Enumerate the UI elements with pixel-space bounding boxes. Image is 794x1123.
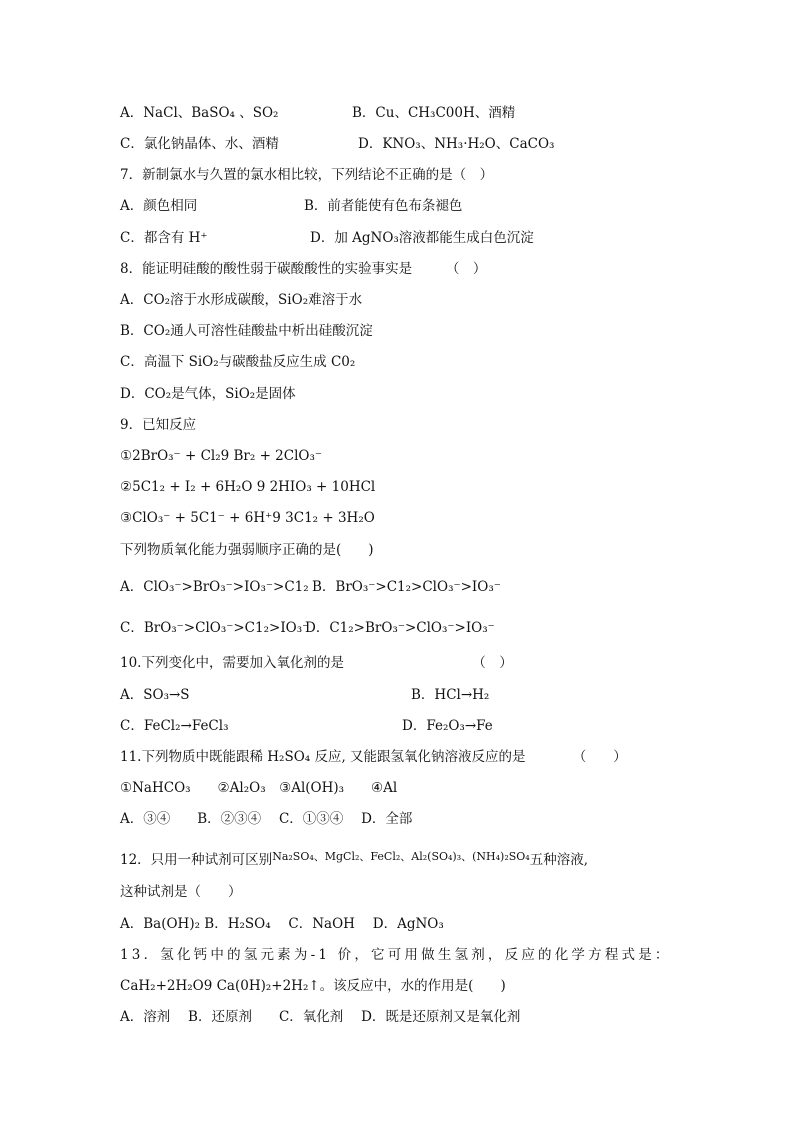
q6-option-b: B．Cu、CH₃C00H、酒精 bbox=[352, 105, 516, 121]
q12-stem bbox=[120, 851, 588, 870]
q7-option-b: B．前者能使有色布条褪色 bbox=[304, 198, 463, 214]
q9-reaction-1: ①2BrO₃⁻ + Cl₂9 Br₂ + 2ClO₃⁻ bbox=[120, 448, 323, 464]
q9-reaction-3: ③ClO₃⁻ + 5C1⁻ + 6H⁺9 3C1₂ + 3H₂O bbox=[120, 510, 375, 526]
q10-stem: 10.下列变化中，需要加入氧化剂的是 （ ） bbox=[120, 655, 513, 671]
q9-question: 下列物质氧化能力强弱顺序正确的是( ) bbox=[120, 542, 374, 558]
q7-option-c: C．都含有 H⁺ bbox=[120, 230, 208, 246]
q12-stem-pre: 12．只用一种试剂可区别 bbox=[120, 852, 273, 868]
q8-option-c: C．高温下 SiO₂与碳酸盐反应生成 C0₂ bbox=[120, 354, 356, 370]
q9-option-d: D．C1₂>BrO₃⁻>ClO₃⁻>IO₃⁻ bbox=[305, 620, 495, 636]
q9-stem: 9．已知反应 bbox=[120, 417, 197, 433]
q11-options: A．③④ B．②③④ C．①③④ D．全部 bbox=[120, 811, 413, 827]
q8-option-b: B．CO₂通人可溶性硅酸盐中析出硅酸沉淀 bbox=[120, 323, 373, 339]
q6-option-a: A．NaCl、BaSO₄ 、SO₂ bbox=[120, 105, 279, 121]
q13-options: A．溶剂 B．还原剂 C．氧化剂 D．既是还原剂又是氧化剂 bbox=[120, 1009, 521, 1025]
q8-option-d: D．CO₂是气体，SiO₂是固体 bbox=[120, 386, 296, 402]
q12-stem-line2: 这种试剂是（ ） bbox=[120, 884, 242, 900]
q7-option-a: A．颜色相同 bbox=[120, 198, 198, 214]
q12-stem-post: 五种溶液, bbox=[529, 852, 588, 868]
q10-option-b: B．HCl→H₂ bbox=[411, 687, 490, 703]
q6-option-d: D．KNO₃、NH₃·H₂O、CaCO₃ bbox=[358, 136, 555, 152]
q6-option-c: C．氯化钠晶体、水、酒精 bbox=[120, 136, 279, 152]
q13-stem: 13．氢化钙中的氢元素为-1 价，它可用做生氢剂，反应的化学方程式是： bbox=[120, 947, 672, 963]
q10-option-c: C．FeCl₂→FeCl₃ bbox=[120, 718, 229, 734]
q9-reaction-2: ②5C1₂ + I₂ + 6H₂O 9 2HIO₃ + 10HCl bbox=[120, 479, 376, 495]
q8-option-a: A．CO₂溶于水形成碳酸，SiO₂难溶于水 bbox=[120, 292, 363, 308]
q10-option-d: D．Fe₂O₃→Fe bbox=[402, 718, 493, 734]
q10-option-a: A．SO₃→S bbox=[120, 687, 190, 703]
q7-stem: 7．新制氯水与久置的氯水相比较，下列结论不正确的是（ ） bbox=[120, 167, 494, 183]
q12-options: A．Ba(OH)₂ B．H₂SO₄ C．NaOH D．AgNO₃ bbox=[120, 916, 444, 932]
q12-formula: Na₂SO₄、MgCl₂、FeCl₂、Al₂(SO₄)₃、(NH₄)₂SO₄ bbox=[272, 850, 530, 863]
q9-option-b: B．BrO₃⁻>C1₂>ClO₃⁻>IO₃⁻ bbox=[312, 579, 501, 595]
q11-stem: 11.下列物质中既能跟稀 H₂SO₄ 反应, 又能跟氢氧化钠溶液反应的是 （ ） bbox=[120, 749, 627, 765]
q9-option-c: C．BrO₃⁻>ClO₃⁻>C1₂>IO₃⁻ bbox=[120, 620, 310, 636]
q9-option-a: A．ClO₃⁻>BrO₃⁻>IO₃⁻>C1₂ bbox=[120, 579, 309, 595]
q11-items: ①NaHCO₃ ②Al₂O₃ ③Al(OH)₃ ④Al bbox=[120, 780, 398, 796]
q7-option-d: D．加 AgNO₃溶液都能生成白色沉淀 bbox=[310, 230, 534, 246]
q13-equation: CaH₂+2H₂O9 Ca(0H)₂+2H₂↑。该反应中，水的作用是( ) bbox=[120, 978, 506, 994]
q8-stem: 8．能证明硅酸的酸性弱于碳酸酸性的实验事实是 （ ） bbox=[120, 261, 487, 277]
